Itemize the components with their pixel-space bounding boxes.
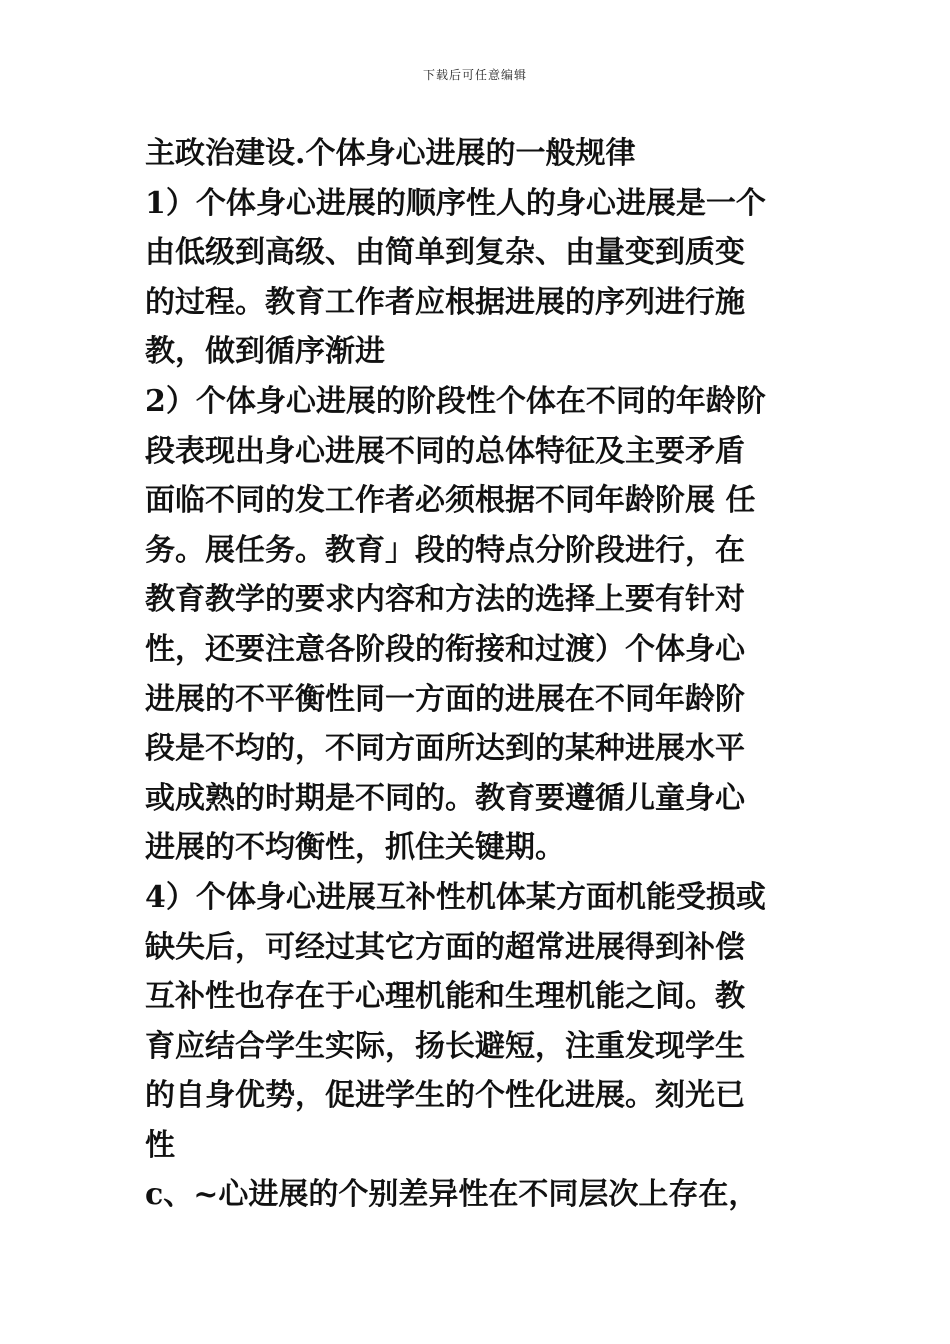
text-line: 或成熟的时期是不同的。教育要遵循儿童身心	[145, 780, 745, 816]
text-line: 由低级到高级、由简单到复杂、由量变到质变	[145, 235, 745, 271]
text-line: 2）个体身心进展的阶段性个体在不同的年龄阶	[145, 383, 766, 419]
text-line: 教，做到循序渐进	[145, 334, 385, 370]
text-line: 1）个体身心进展的顺序性人的身心进展是一个	[145, 185, 766, 221]
text-line: 互补性也存在于心理机能和生理机能之间。教	[145, 979, 745, 1015]
text-line: c、~心进展的个别差异性在不同层次上存在，	[145, 1177, 759, 1213]
text-line: 性	[145, 1127, 175, 1163]
text-line: 段表现出身心进展不同的总体特征及主要矛盾	[145, 433, 745, 469]
text-line: 段是不均的，不同方面所达到的某种进展水平	[145, 731, 745, 767]
text-line: 务。展任务。教育」段的特点分阶段进行，在	[145, 532, 745, 568]
text-line: 育应结合学生实际，扬长避短，注重发现学生	[145, 1028, 745, 1064]
text-line: 的过程。教育工作者应根据进展的序列进行施	[145, 284, 745, 320]
text-line: 进展的不平衡性同一方面的进展在不同年龄阶	[145, 681, 745, 717]
text-line: 4）个体身心进展互补性机体某方面机能受损或	[145, 879, 766, 915]
text-line: 的自身优势，促进学生的个性化进展。刻光已	[145, 1078, 745, 1114]
text-line: 教育教学的要求内容和方法的选择上要有针对	[145, 582, 745, 618]
text-line: 面临不同的发工作者必须根据不同年龄阶展 任	[145, 483, 756, 519]
document-body	[145, 129, 817, 1220]
page-header-note: 下载后可任意编辑	[422, 68, 527, 82]
text-line: 进展的不均衡性，抓住关键期。	[145, 830, 565, 866]
text-line: 性，还要注意各阶段的衔接和过渡）个体身心	[145, 631, 745, 667]
text-line: 主政治建设.个体身心进展的一般规律	[145, 136, 636, 171]
text-line: 缺失后，可经过其它方面的超常进展得到补偿	[145, 929, 745, 965]
